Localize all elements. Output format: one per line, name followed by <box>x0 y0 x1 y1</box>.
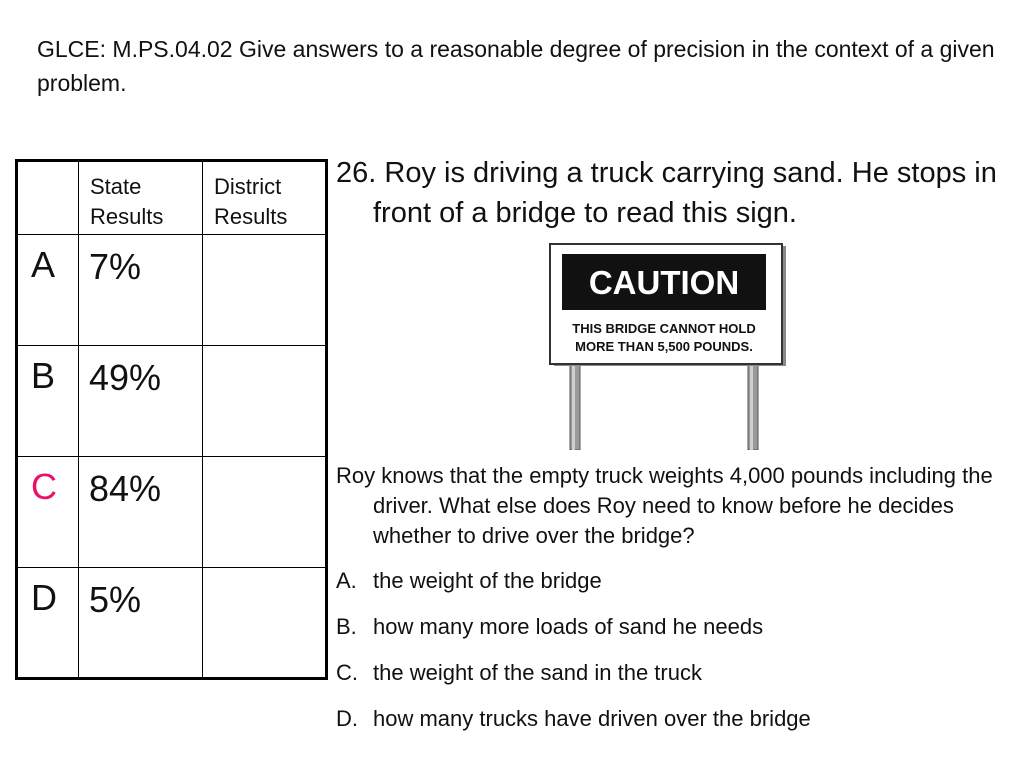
option-letter-a: A <box>31 244 56 285</box>
table-header-row <box>17 161 327 235</box>
choice-letter: C. <box>336 660 358 685</box>
district-result-c <box>203 457 325 469</box>
state-results-header: State Results <box>90 174 164 229</box>
district-result-a <box>203 235 325 247</box>
choice-letter: D. <box>336 706 358 731</box>
sign-line-2: MORE THAN 5,500 POUNDS. <box>575 339 753 354</box>
choice-b[interactable] <box>336 612 1008 658</box>
table-row <box>17 235 327 346</box>
option-letter-b: B <box>31 355 56 396</box>
answer-choices <box>336 566 1008 750</box>
question-stem: 26. Roy is driving a truck carrying sand. He stops in front of a bridge to read this sign. <box>336 157 997 229</box>
results-table <box>15 159 328 680</box>
state-result-c: 84% <box>89 468 162 509</box>
choice-letter: B. <box>336 614 357 639</box>
district-result-b <box>203 346 325 358</box>
state-result-d: 5% <box>89 579 142 620</box>
question-body: Roy knows that the empty truck weights 4,000 pounds including the driver. What else does Roy need to know before he decides whether to drive over the bridge? <box>336 463 993 548</box>
option-letter-c-correct: C <box>31 466 57 507</box>
choice-text: the weight of the sand in the truck <box>373 660 702 685</box>
standard-header: GLCE: M.PS.04.02 Give answers to a reasonable degree of precision in the context of a given problem. <box>37 36 995 96</box>
table-row <box>17 457 327 568</box>
header-cell-state-results <box>79 161 203 235</box>
choice-letter: A. <box>336 568 357 593</box>
district-result-d <box>203 568 325 580</box>
header-cell-district-results <box>203 161 327 235</box>
sign-title: CAUTION <box>588 264 740 301</box>
state-result-a: 7% <box>89 246 142 287</box>
choice-a[interactable] <box>336 566 1008 612</box>
table-row <box>17 346 327 457</box>
header-cell-empty <box>17 161 79 235</box>
district-results-header: District Results <box>214 174 288 229</box>
choice-text: how many more loads of sand he needs <box>373 614 764 639</box>
sign-line-1: THIS BRIDGE CANNOT HOLD <box>572 321 756 336</box>
choice-text: how many trucks have driven over the bridge <box>373 706 811 731</box>
caution-sign-image <box>548 242 790 450</box>
table-row <box>17 568 327 679</box>
option-letter-d: D <box>31 577 57 618</box>
choice-text: the weight of the bridge <box>373 568 602 593</box>
choice-d[interactable] <box>336 704 1008 750</box>
state-result-b: 49% <box>89 357 162 398</box>
choice-c[interactable] <box>336 658 1008 704</box>
sign-posts <box>570 360 758 450</box>
